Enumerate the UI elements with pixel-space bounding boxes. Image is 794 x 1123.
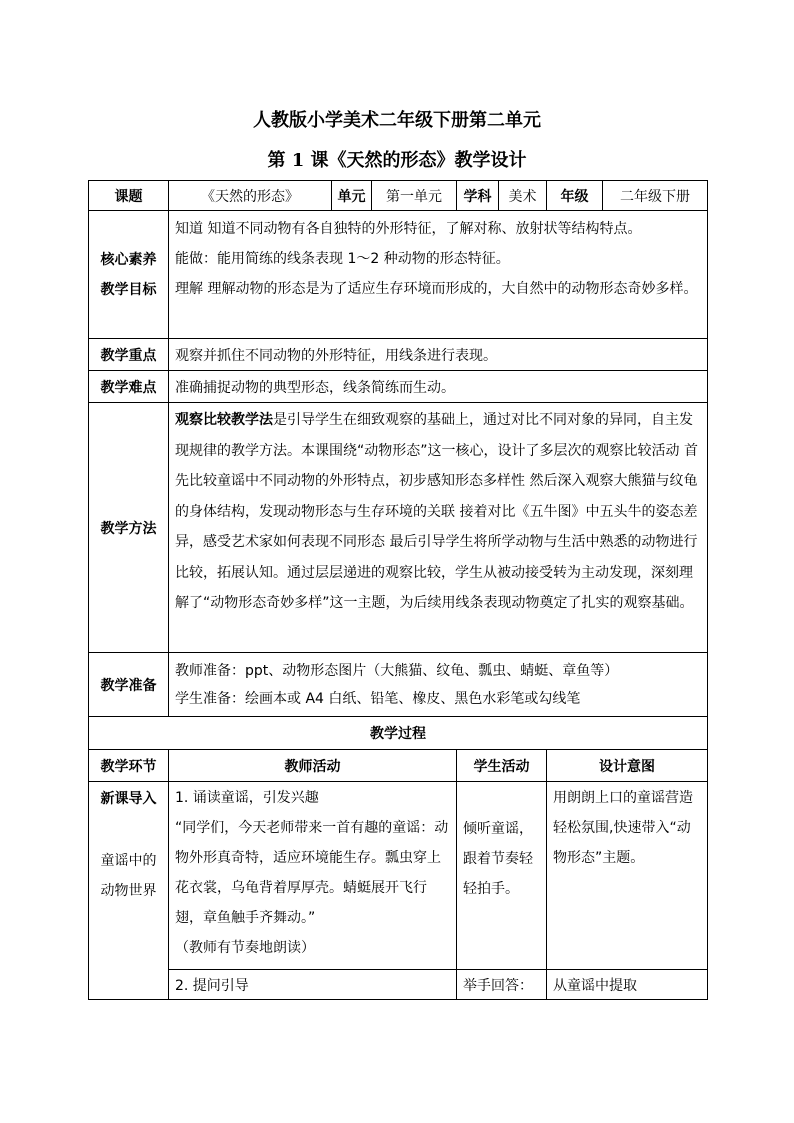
process-header-row — [89, 750, 708, 782]
core-goals-row — [89, 211, 708, 339]
process-title-row — [89, 717, 708, 750]
student-activity-1: 倾听童谣，跟着节奏轻轻拍手。 — [457, 782, 547, 970]
stage-subtitle-line2: 动物世界 — [100, 883, 157, 899]
key-points-text: 观察并抓住不同动物的外形特征，用线条进行表现。 — [169, 339, 708, 371]
process-title: 教学过程 — [89, 717, 708, 750]
core-goals-label-line1: 核心素养 — [100, 251, 157, 268]
grade-value: 二年级下册 — [603, 181, 708, 211]
header-teacher-activity: 教师活动 — [169, 750, 457, 782]
core-goals-content — [169, 211, 708, 339]
unit-label: 单元 — [332, 181, 372, 211]
goal-know: 知道 知道不同动物有各自独特的外形特征，了解对称、放射状等结构特点。 — [175, 221, 642, 237]
header-design-intent: 设计意图 — [547, 750, 708, 782]
key-points-label: 教学重点 — [89, 339, 169, 371]
difficulties-label: 教学难点 — [89, 371, 169, 403]
core-goals-label-line2: 教学目标 — [100, 281, 157, 298]
teacher-activity-1 — [169, 782, 457, 970]
process-row-2 — [89, 970, 708, 1000]
key-points-row — [89, 339, 708, 371]
document-subtitle: 第 1 课《天然的形态》教学设计 — [267, 150, 527, 171]
document-title: 人教版小学美术二年级下册第二单元 — [253, 110, 541, 131]
lesson-plan-table — [88, 180, 708, 1000]
header-student-activity: 学生活动 — [457, 750, 547, 782]
design-intent-1: 用朗朗上口的童谣营造轻松氛围,快速带入“动物形态”主题。 — [547, 782, 708, 970]
difficulties-text: 准确捕捉动物的典型形态，线条简练而生动。 — [169, 371, 708, 403]
grade-label: 年级 — [547, 181, 603, 211]
student-preparation: 学生准备：绘画本或 A4 白纸、铅笔、橡皮、黑色水彩笔或勾线笔 — [175, 690, 581, 707]
process-row-1 — [89, 782, 708, 970]
topic-value: 《天然的形态》 — [169, 181, 332, 211]
goal-do: 能做：能用简练的线条表现 1～2 种动物的形态特征。 — [175, 251, 510, 267]
method-row — [89, 403, 708, 653]
preparation-label: 教学准备 — [89, 653, 169, 717]
topic-label: 课题 — [89, 181, 169, 211]
preparation-row — [89, 653, 708, 717]
subject-label: 学科 — [457, 181, 499, 211]
core-goals-label — [89, 211, 169, 339]
design-intent-2: 从童谣中提取 — [547, 970, 708, 1000]
method-description: 是引导学生在细致观察的基础上，通过对比不同对象的异同，自主发现规律的教学方法。本课围绕“动物形态”这一核心，设计了多层次的观察比较活动 首先比较童谣中不同动物的外形特点，初步感知形态多样性 然后深入观察大熊猫与纹龟的身体结构，发现动物形态与生存环境的关联 接着对比《五牛图》中五头牛的姿态差异，感受艺术家如何表现不同形态 最后引导学生将所学动物与生活中熟悉的动物进行比较，拓展认知。通过层层递进的观察比较，学生从被动接受转为主动发现，深刻理解了“动物形态奇妙多样”这一主题，为后续用线条表现动物奠定了扎实的观察基础。 — [175, 412, 698, 611]
teacher-step2-title: 2. 提问引导 — [169, 970, 457, 1000]
header-stage: 教学环节 — [89, 750, 169, 782]
method-content — [169, 403, 708, 653]
method-name: 观察比较教学法 — [175, 412, 273, 428]
difficulties-row — [89, 371, 708, 403]
subject-value: 美术 — [499, 181, 547, 211]
stage-title: 新课导入 — [100, 791, 157, 807]
stage-cell — [89, 782, 169, 1000]
goal-understand: 理解 理解动物的形态是为了适应生存环境而形成的，大自然中的动物形态奇妙多样。 — [175, 281, 698, 297]
info-row — [89, 181, 708, 211]
teacher-preparation: 教师准备：ppt、动物形态图片（大熊猫、纹龟、瓢虫、蜻蜓、章鱼等） — [175, 662, 619, 679]
teacher-step1-title: 1. 诵读童谣，引发兴趣 — [175, 790, 319, 806]
teacher-step1-note: （教师有节奏地朗读） — [175, 940, 315, 956]
student-activity-2: 举手回答： — [457, 970, 547, 1000]
method-label: 教学方法 — [89, 403, 169, 653]
teacher-step1-text: “同学们，今天老师带来一首有趣的童谣：动物外形真奇特，适应环境能生存。瓢虫穿上花衣裳，乌龟背着厚厚壳。蜻蜓展开飞行翅，章鱼触手齐舞动。” — [175, 820, 449, 926]
unit-value: 第一单元 — [372, 181, 457, 211]
stage-subtitle-line1: 童谣中的 — [100, 853, 157, 869]
preparation-content — [169, 653, 708, 717]
